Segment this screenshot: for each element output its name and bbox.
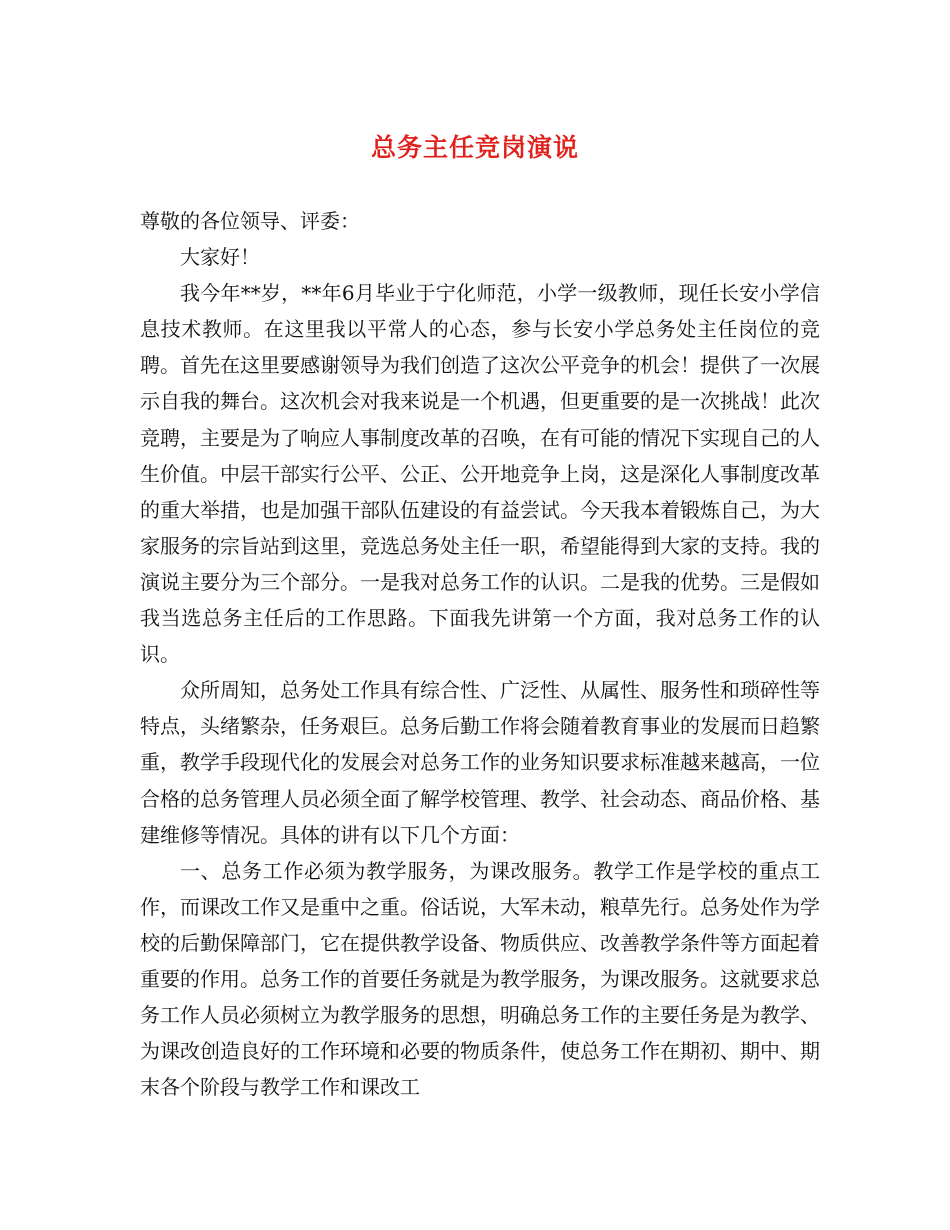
paragraph-point-one: 一、总务工作必须为教学服务，为课改服务。教学工作是学校的重点工作，而课改工作又是重中之重。俗话说，大军未动，粮草先行。总务处作为学校的后勤保障部门，它在提供教学设备、物质供应、改善教学条件等方面起着重要的作用。总务工作的首要任务就是为教学服务，为课改服务。这就要求总务工作人员必须树立为教学服务的思想，明确总务工作的主要任务是为教学、为课改创造良好的工作环境和必要的物质条件，使总务工作在期初、期中、期末各个阶段与教学工作和课改工 bbox=[140, 858, 820, 1100]
salutation: 尊敬的各位领导、评委： bbox=[140, 209, 360, 233]
paragraph-characteristics: 众所周知，总务处工作具有综合性、广泛性、从属性、服务性和琐碎性等特点，头绪繁杂，任务艰巨。总务后勤工作将会随着教育事业的发展而日趋繁重，教学手段现代化的发展会对总务工作的业务知识要求标准越来越高，一位合格的总务管理人员必须全面了解学校管理、教学、社会动态、商品价格、基建维修等情况。具体的讲有以下几个方面： bbox=[140, 678, 820, 847]
document-body bbox=[140, 203, 820, 1105]
greeting: 大家好！ bbox=[180, 245, 260, 270]
document-title: 总务主任竞岗演说 bbox=[370, 133, 579, 162]
paragraph-introduction: 我今年**岁，**年6月毕业于宁化师范，小学一级教师，现任长安小学信息技术教师。在这里我以平常人的心态，参与长安小学总务处主任岗位的竞聘。首先在这里要感谢领导为我们创造了这次公平竞争的机会！提供了一次展示自我的舞台。这次机会对我来说是一个机遇，但更重要的是一次挑战！此次竞聘，主要是为了响应人事制度改革的召唤，在有可能的情况下实现自己的人生价值。中层干部实行公平、公正、公开地竞争上岗，这是深化人事制度改革的重大举措，也是加强干部队伍建设的有益尝试。今天我本着锻炼自己，为大家服务的宗旨站到这里，竞选总务处主任一职，希望能得到大家的支持。我的演说主要分为三个部分。一是我对总务工作的认识。二是我的优势。三是假如我当选总务主任后的工作思路。下面我先讲第一个方面，我对总务工作的认识。 bbox=[140, 281, 820, 667]
